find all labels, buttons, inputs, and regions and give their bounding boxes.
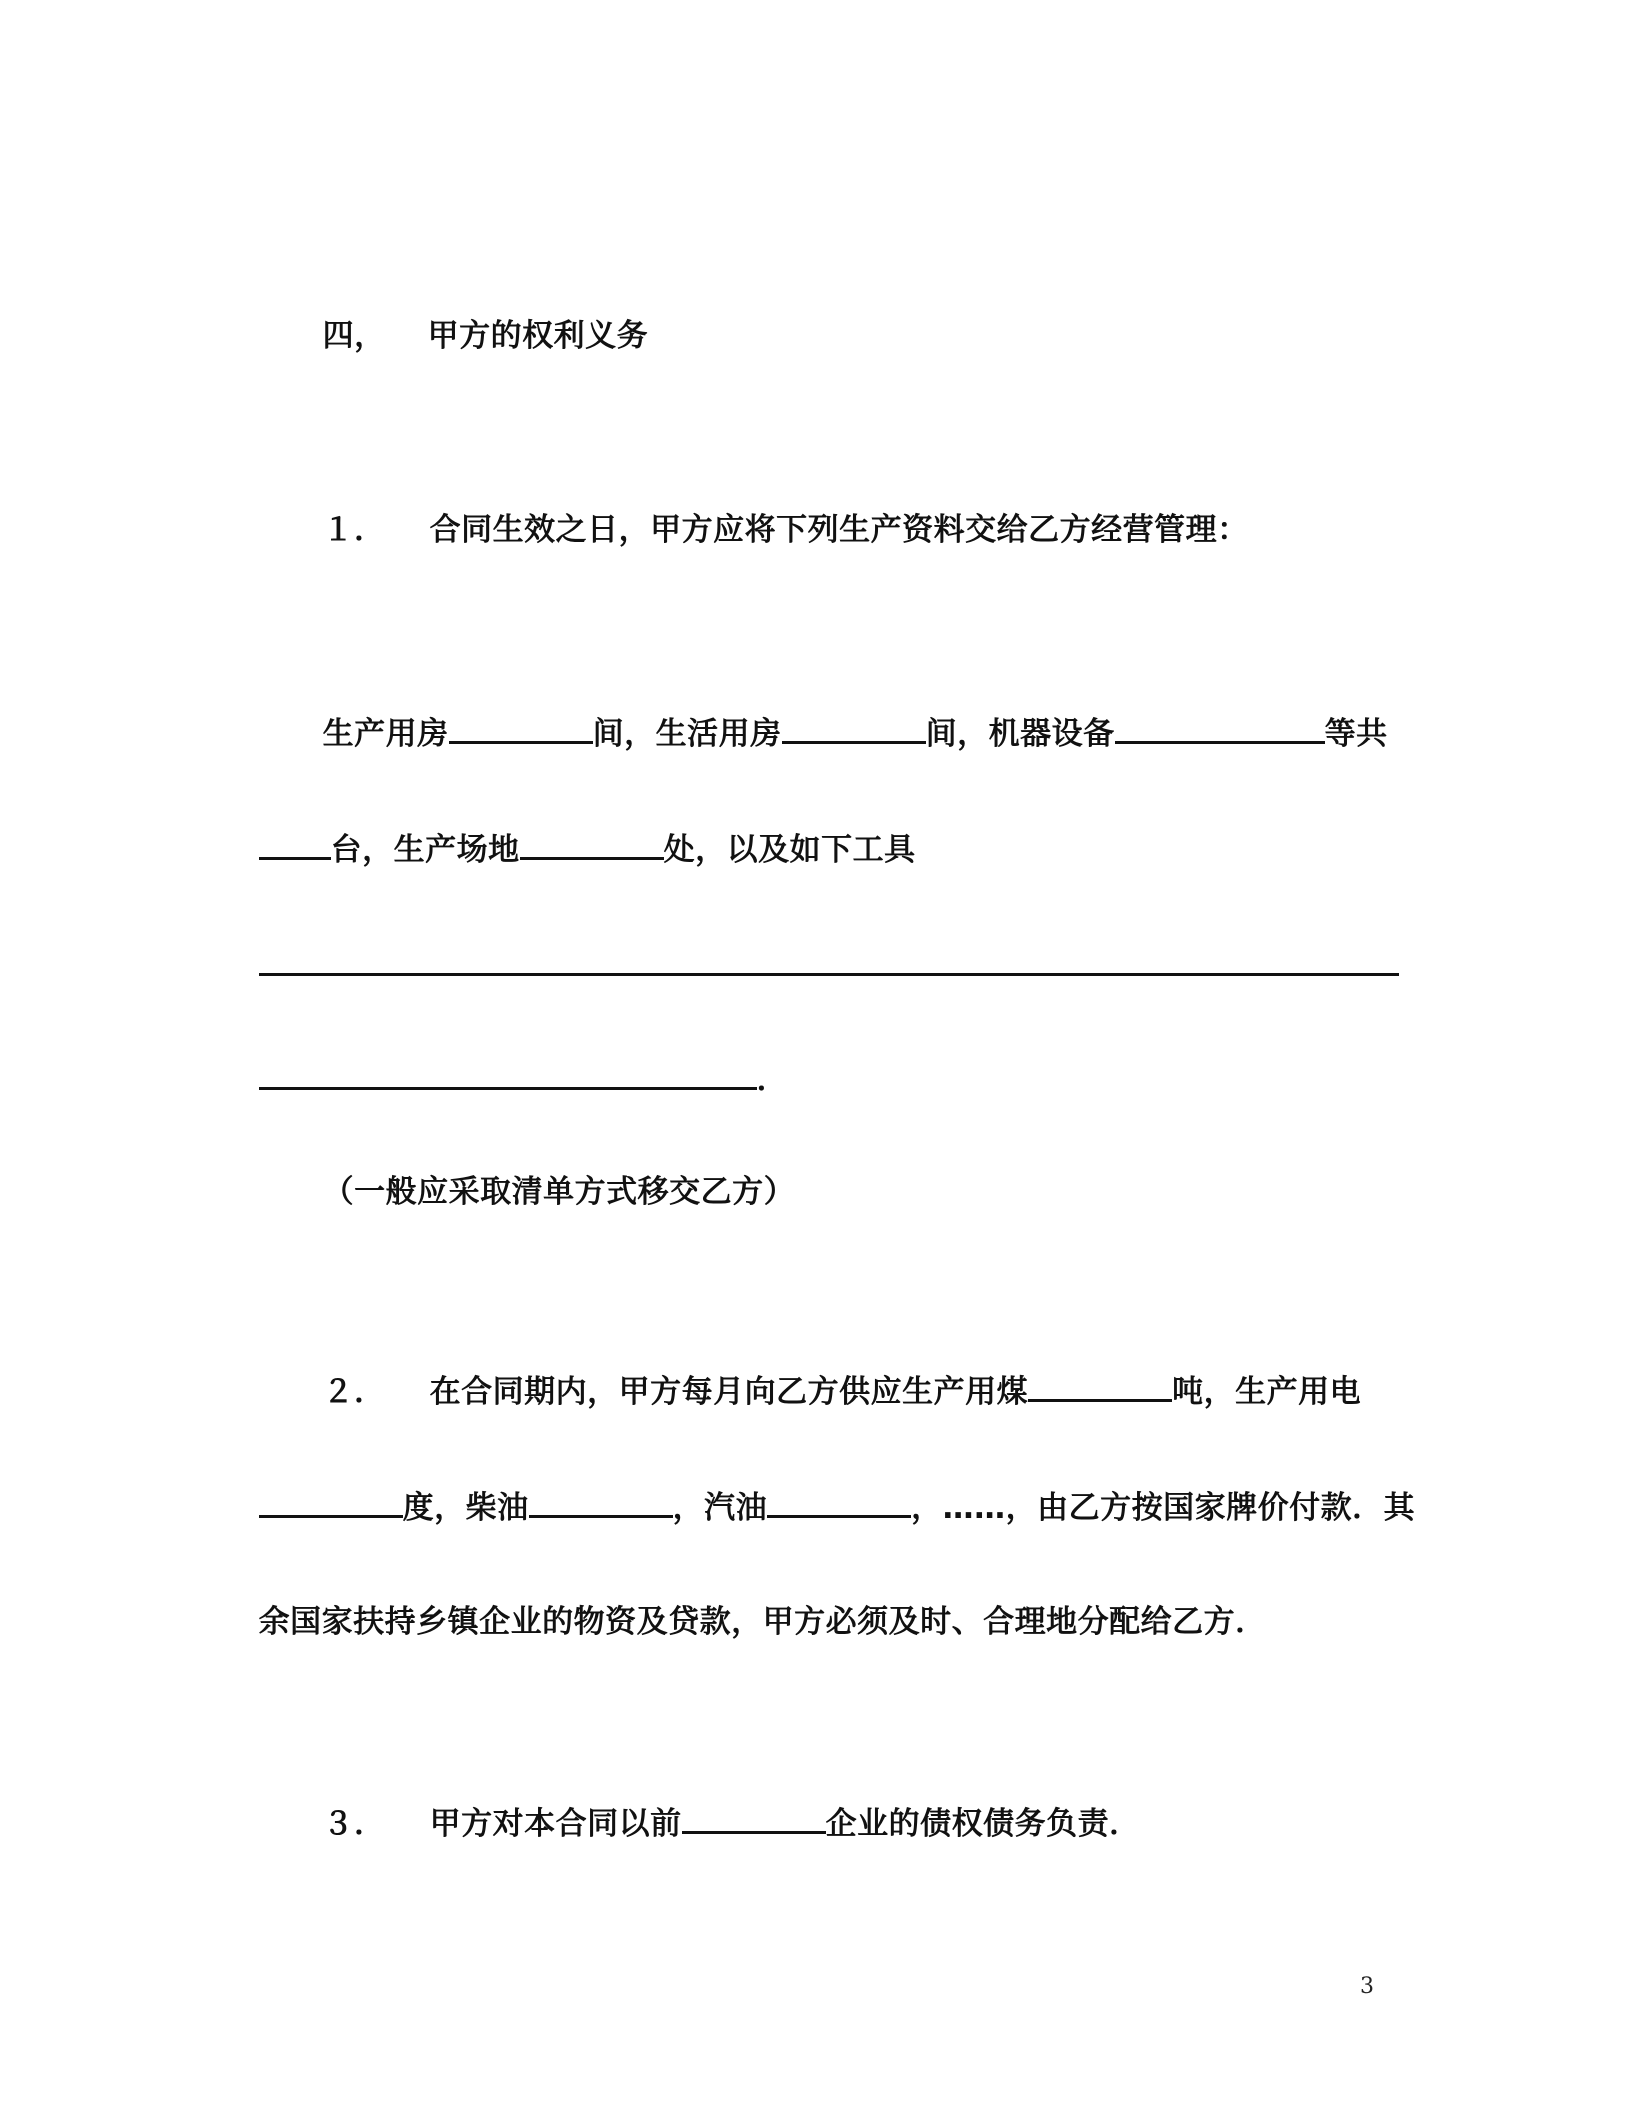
- item1-equipment-unit: 等共: [1324, 716, 1388, 752]
- item1-living-unit: 间，机器设备: [925, 716, 1115, 752]
- item2-number: ２．: [322, 1374, 386, 1410]
- blank-production-site[interactable]: [520, 835, 664, 860]
- blank-gasoline[interactable]: [767, 1493, 911, 1518]
- item3-line1: [300, 1764, 1141, 1844]
- item1-line4: [236, 906, 1399, 986]
- blank-equipment-count[interactable]: [259, 835, 331, 860]
- item1-note: [300, 1132, 795, 1212]
- item2-coal-unit: 吨，生产用电: [1172, 1374, 1362, 1410]
- item2-line3-text: 余国家扶持乡镇企业的物资及贷款，甲方必须及时、合理地分配给乙方．: [258, 1604, 1267, 1640]
- blank-production-rooms[interactable]: [449, 719, 593, 744]
- item1-rooms-unit: 间，生活用房: [592, 716, 782, 752]
- item1-note-text: （一般应采取清单方式移交乙方）: [322, 1174, 796, 1210]
- item2-line2: [236, 1448, 1415, 1528]
- page-number: 3: [1360, 1974, 1374, 1999]
- item1-line5: [236, 1020, 788, 1100]
- item1-prefix: 生产用房: [322, 716, 449, 752]
- blank-equipment[interactable]: [1115, 719, 1325, 744]
- section-number: 四，: [322, 318, 386, 354]
- item3-text1: 甲方对本合同以前: [429, 1806, 682, 1842]
- item2-line1: [300, 1332, 1361, 1412]
- section-title: 甲方的权利义务: [427, 318, 649, 354]
- blank-coal[interactable]: [1028, 1377, 1172, 1402]
- item1-heading: [300, 470, 1249, 550]
- item3-number: ３．: [322, 1806, 386, 1842]
- blank-prior-enterprise[interactable]: [682, 1809, 826, 1834]
- item2-text1: 在合同期内，甲方每月向乙方供应生产用煤: [429, 1374, 1029, 1410]
- blank-living-rooms[interactable]: [782, 719, 926, 744]
- item2-gas-unit: ，……，由乙方按国家牌价付款．其: [911, 1490, 1416, 1526]
- item1-site-unit: 处，以及如下工具: [663, 832, 916, 868]
- blank-diesel[interactable]: [529, 1493, 673, 1518]
- item2-power-unit: 度，柴油: [402, 1490, 529, 1526]
- item1-number: １．: [322, 512, 386, 548]
- blank-tools-line1[interactable]: [259, 951, 1399, 976]
- item2-diesel-unit: ，汽油: [672, 1490, 768, 1526]
- item2-line3: [236, 1562, 1267, 1642]
- blank-electricity[interactable]: [259, 1493, 403, 1518]
- item1-taiwan-unit: 台，生产场地: [330, 832, 520, 868]
- item1-line3: [236, 790, 916, 870]
- item1-line2: [300, 674, 1388, 754]
- item1-line5-end: ．: [756, 1062, 789, 1098]
- item3-text2: 企业的债权债务负责．: [825, 1806, 1141, 1842]
- section-heading: [300, 276, 648, 356]
- blank-tools-line2[interactable]: [259, 1065, 757, 1090]
- item1-text: 合同生效之日，甲方应将下列生产资料交给乙方经营管理：: [429, 512, 1249, 548]
